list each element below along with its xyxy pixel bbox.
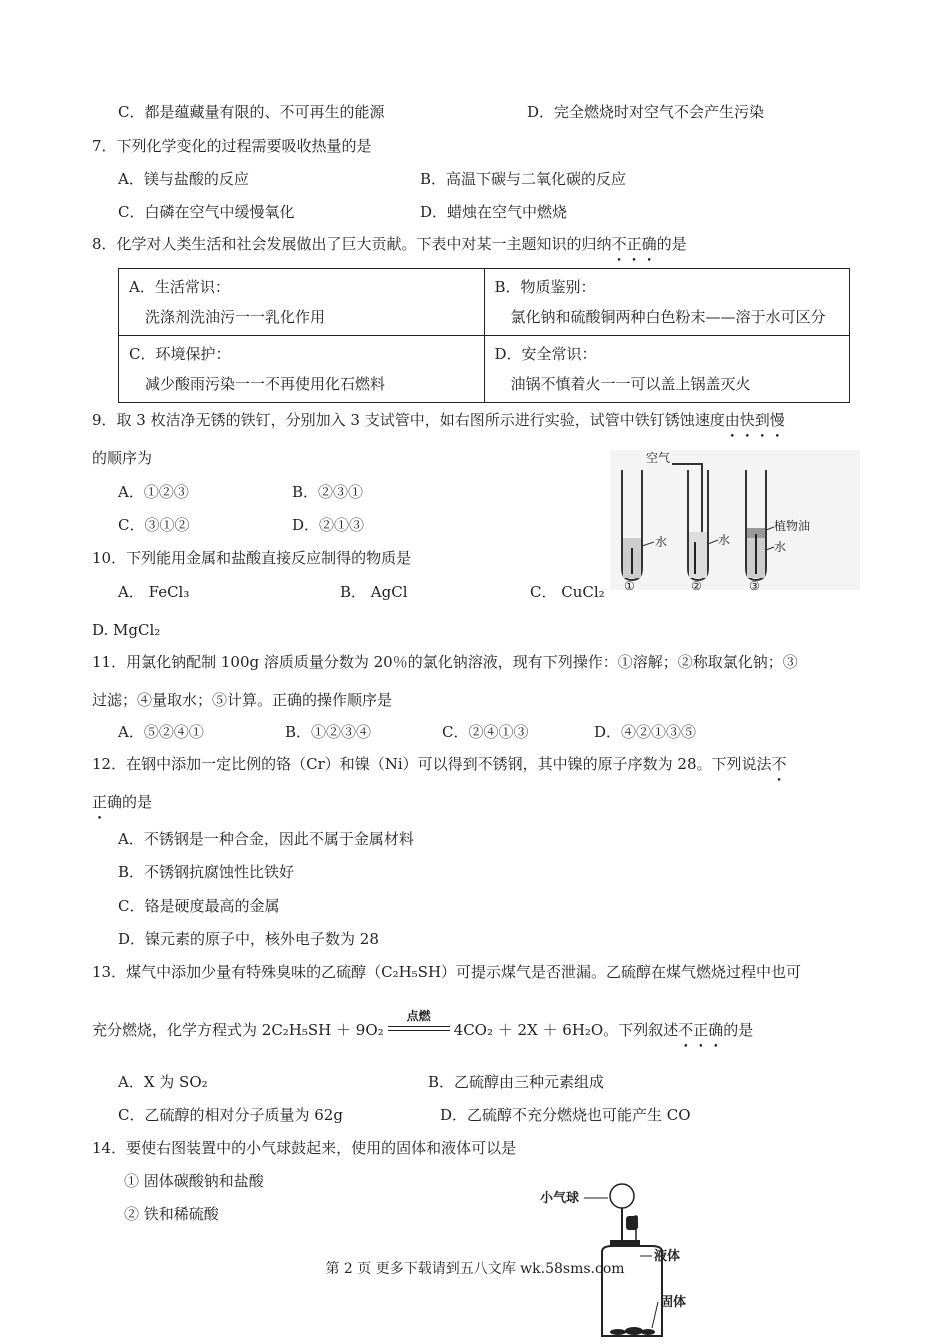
q11-option-a: A．⑤②④①: [118, 723, 204, 741]
q13-option-c: C．乙硫醇的相对分子质量为 62g: [118, 1106, 343, 1124]
label-liquid: 液体: [654, 1249, 681, 1264]
q14-option-2: ② 铁和稀硫酸: [124, 1205, 219, 1223]
q12-option-d: D．镍元素的原子中，核外电子数为 28: [118, 930, 379, 948]
label-tube-2: ②: [691, 579, 702, 590]
q12-option-a: A．不锈钢是一种合金，因此不属于金属材料: [118, 830, 414, 848]
test-tube-figure: [610, 450, 860, 590]
q11-option-b: B．①②③④: [285, 723, 372, 741]
label-water-3: 水: [774, 540, 787, 554]
q13-option-d: D．乙硫醇不充分燃烧也可能产生 CO: [440, 1106, 691, 1124]
q11-option-c: C．②④①③: [442, 723, 529, 741]
label-air: 空气: [646, 451, 671, 465]
q10-option-d: D. MgCl₂: [92, 621, 161, 639]
label-water-2: 水: [718, 533, 731, 547]
q6-option-d: D．完全燃烧时对空气不会产生污染: [527, 103, 765, 121]
q7-option-a: A．镁与盐酸的反应: [118, 170, 249, 188]
solid-2: [625, 1327, 643, 1335]
q8-stem: 8．化学对人类生活和社会发展做出了巨大贡献。下表中对某一主题知识的归纳不正确的是: [92, 235, 687, 253]
q13-option-a: A．X 为 SO₂: [118, 1073, 208, 1091]
q8-cell-d: D．安全常识： 油锅不慎着火一一可以盖上锅盖灭火: [484, 336, 850, 403]
q11-stem-line2: 过滤；④量取水；⑤计算。正确的操作顺序是: [92, 691, 393, 709]
page-footer: 第 2 页 更多下载请到五八文库 wk.58sms.com: [325, 1261, 625, 1277]
q9-option-b: B．②③①: [292, 483, 364, 501]
q7-stem: 7．下列化学变化的过程需要吸收热量的是: [92, 137, 372, 155]
q10-option-c: C． CuCl₂: [530, 583, 605, 601]
label-oil: 植物油: [774, 519, 811, 533]
q12-option-b: B．不锈钢抗腐蚀性比铁好: [118, 863, 295, 881]
q14-option-1: ① 固体碳酸钠和盐酸: [124, 1172, 264, 1190]
q9-option-a: A．①②③: [118, 483, 189, 501]
q9-option-c: C．③①②: [118, 516, 190, 534]
q10-stem: 10．下列能用金属和盐酸直接反应制得的物质是: [92, 549, 412, 567]
q13-stem-line2: 充分燃烧，化学方程式为 2C₂H₅SH ＋ 9O₂ 点燃 4CO₂ ＋ 2X ＋ 6H₂O。下列叙述不正确的是: [92, 1009, 754, 1039]
q13-stem-line1: 13．煤气中添加少量有特殊臭味的乙硫醇（C₂H₅SH）可提示煤气是否泄漏。乙硫醇在煤气燃烧过程中也可: [92, 963, 802, 981]
label-solid: 固体: [660, 1295, 687, 1310]
water-2: [689, 532, 707, 578]
label-tube-1: ①: [624, 579, 635, 590]
q11-stem-line1: 11．用氯化钠配制 100g 溶质质量分数为 20％的氯化钠溶液，现有下列操作：①溶解；②称取氯化钠；③: [92, 653, 798, 671]
q8-cell-b: B．物质鉴别： 氯化钠和硫酸铜两种白色粉末——溶于水可区分: [484, 269, 850, 336]
q9-stem: 9．取 3 枚洁净无锈的铁钉，分别加入 3 支试管中，如右图所示进行实验，试管中铁钉锈蚀速度由快到慢: [92, 411, 785, 429]
q14-stem: 14．要使右图装置中的小气球鼓起来，使用的固体和液体可以是: [92, 1139, 517, 1157]
q9-option-d: D．②①③: [292, 516, 365, 534]
q7-option-c: C．白磷在空气中缓慢氧化: [118, 203, 295, 221]
q12-option-c: C．铬是硬度最高的金属: [118, 897, 280, 915]
q7-option-b: B．高温下碳与二氧化碳的反应: [420, 170, 627, 188]
solid-3: [641, 1329, 655, 1335]
q9-stem-line2: 的顺序为: [92, 449, 153, 467]
q10-option-b: B． AgCl: [340, 583, 408, 601]
reaction-condition: 点燃: [384, 1020, 454, 1040]
solid-1: [610, 1329, 626, 1335]
q8-cell-a: A．生活常识： 洗涤剂洗油污一一乳化作用: [119, 269, 485, 336]
q8-cell-c: C．环境保护： 减少酸雨污染一一不再使用化石燃料: [119, 336, 485, 403]
q10-option-a: A． FeCl₃: [118, 583, 190, 601]
q11-option-d: D．④②①③⑤: [594, 723, 697, 741]
balloon: [610, 1184, 634, 1208]
q12-stem-line1: 12．在钢中添加一定比例的铬（Cr）和镍（Ni）可以得到不锈钢，其中镍的原子序数为 28。下列说法不: [92, 755, 787, 773]
label-balloon: 小气球: [540, 1191, 580, 1206]
figure-background: [610, 450, 860, 590]
label-tube-3: ③: [749, 579, 760, 590]
q7-option-d: D．蜡烛在空气中燃烧: [420, 203, 568, 221]
label-water-1: 水: [655, 535, 668, 549]
q12-stem-line2: 正确的是: [92, 793, 153, 811]
q13-option-b: B．乙硫醇由三种元素组成: [428, 1073, 605, 1091]
q6-option-c: C．都是蕴藏量有限的、不可再生的能源: [118, 103, 385, 121]
dropper-bulb: [626, 1216, 638, 1230]
q8-knowledge-table: [118, 268, 850, 403]
